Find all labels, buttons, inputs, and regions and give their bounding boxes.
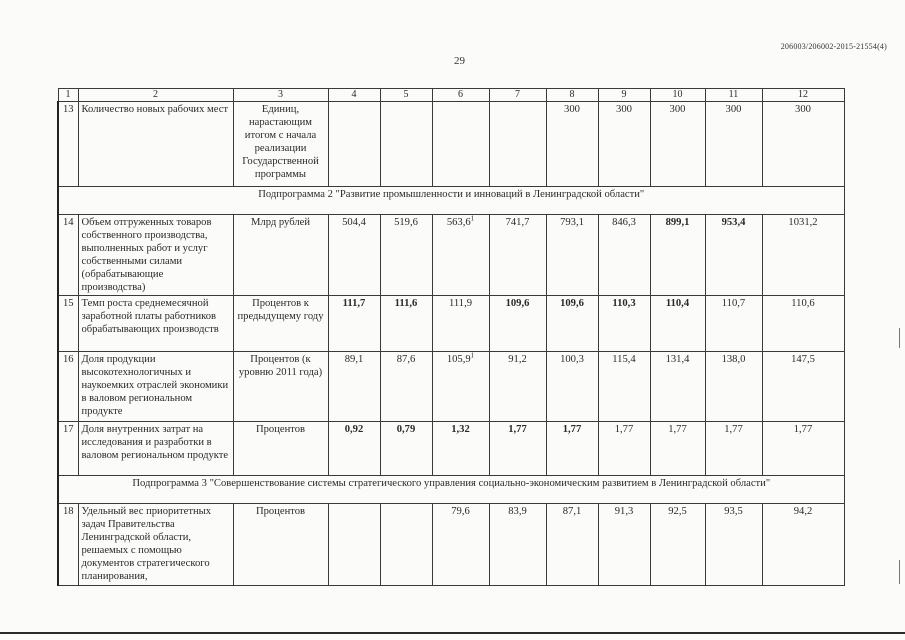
indicators-table (57, 88, 845, 586)
value: 300 (669, 104, 686, 115)
row-number: 17 (58, 422, 78, 476)
indicator-unit: Млрд рублей (233, 215, 328, 296)
value-cell (650, 352, 705, 422)
value-cell (432, 422, 489, 476)
header-col-12: 12 (762, 89, 844, 102)
value: 92,5 (668, 506, 687, 517)
value: 131,4 (665, 354, 690, 365)
value: 1,77 (724, 424, 743, 435)
value-cell (705, 215, 762, 296)
value: 0,92 (344, 424, 364, 435)
value: 519,6 (394, 217, 418, 228)
value-cell (380, 504, 432, 586)
value-cell (328, 352, 380, 422)
header-col-3: 3 (233, 89, 328, 102)
value: 111,6 (394, 298, 418, 309)
header-row (58, 89, 844, 102)
value-cell (762, 296, 844, 352)
value-cell (762, 102, 844, 187)
value: 1,32 (451, 424, 470, 435)
indicator-name: Удельный вес приоритетных задач Правительства Ленинградской области, решаемых с помощью документов стратегического планирования, (78, 504, 233, 586)
footnote-mark: 1 (470, 351, 475, 360)
value: 100,3 (560, 354, 584, 365)
scan-bottom-edge (0, 632, 905, 634)
value: 1031,2 (788, 217, 818, 228)
scan-margin-mark (899, 560, 900, 584)
value-cell (489, 504, 546, 586)
table-row (58, 215, 844, 296)
value: 899,1 (665, 217, 690, 228)
value: 793,1 (560, 217, 584, 228)
indicator-name: Темп роста среднемесячной заработной платы работников обрабатывающих производств (78, 296, 233, 352)
value-cell (598, 215, 650, 296)
subprogram-row (58, 476, 844, 504)
value: 87,1 (562, 506, 582, 517)
value-cell (380, 215, 432, 296)
header-col-11: 11 (705, 89, 762, 102)
indicator-name: Доля внутренних затрат на исследования и разработки в валовом региональном продукте (78, 422, 233, 476)
value-cell (762, 504, 844, 586)
value-cell (705, 296, 762, 352)
value: 110,3 (612, 298, 636, 309)
value: 0,79 (396, 424, 416, 435)
value-cell (546, 422, 598, 476)
row-number: 18 (58, 504, 78, 586)
row-number: 14 (58, 215, 78, 296)
value: 300 (725, 104, 742, 115)
value-cell (328, 422, 380, 476)
value: 91,3 (614, 506, 634, 517)
value-cell (705, 102, 762, 187)
value-cell (328, 102, 380, 187)
value-cell (598, 422, 650, 476)
value: 110,4 (665, 298, 690, 309)
value-cell (598, 102, 650, 187)
indicator-name: Количество новых рабочих мест (78, 102, 233, 187)
value: 89,1 (344, 354, 364, 365)
value-cell (380, 422, 432, 476)
value: 111,9 (448, 298, 473, 309)
value-cell (489, 296, 546, 352)
table-row (58, 296, 844, 352)
value-cell (650, 504, 705, 586)
value-cell (380, 296, 432, 352)
value: 1,77 (562, 424, 582, 435)
indicator-unit: Процентов к предыдущему году (233, 296, 328, 352)
value: 300 (564, 104, 580, 115)
value: 109,6 (560, 298, 584, 309)
footnote-mark: 1 (470, 214, 475, 223)
value: 846,3 (612, 217, 636, 228)
value-cell (546, 102, 598, 187)
value-cell (598, 504, 650, 586)
header-col-4: 4 (328, 89, 380, 102)
value: 105,9 (446, 354, 471, 365)
value-cell (650, 296, 705, 352)
value-cell (546, 215, 598, 296)
value: 1,77 (614, 424, 634, 435)
document-code: 206003/206002-2015-21554(4) (780, 42, 887, 51)
indicator-name: Объем отгруженных товаров собственного производства, выполненных работ и услуг собственными силами (обрабатывающие производства) (78, 215, 233, 296)
indicator-unit: Процентов (233, 504, 328, 586)
header-col-7: 7 (489, 89, 546, 102)
subprogram-2-title: Подпрограмма 2 "Развитие промышленности и инноваций в Ленинградской области" (58, 187, 844, 215)
value: 111,7 (342, 298, 366, 309)
value-cell (380, 102, 432, 187)
page-number: 29 (454, 55, 465, 67)
value-cell (598, 296, 650, 352)
table-row (58, 422, 844, 476)
value-cell (489, 422, 546, 476)
value-cell (705, 504, 762, 586)
value-cell (705, 352, 762, 422)
value-cell (432, 504, 489, 586)
value: 110,6 (791, 298, 815, 309)
header-col-9: 9 (598, 89, 650, 102)
value-cell (598, 352, 650, 422)
value-cell (432, 296, 489, 352)
row-number: 13 (58, 102, 78, 187)
indicator-unit: Процентов (233, 422, 328, 476)
value-cell (432, 215, 489, 296)
value-cell (546, 504, 598, 586)
subprogram-3-title: Подпрограмма 3 "Совершенствование системы стратегического управления социально-экономическим развитием в Ленинградской области" (58, 476, 844, 504)
value-cell (489, 352, 546, 422)
value-cell (432, 102, 489, 187)
value: 109,6 (505, 298, 530, 309)
table-row (58, 352, 844, 422)
value: 1,77 (508, 424, 527, 435)
row-number: 15 (58, 296, 78, 352)
value-cell (489, 102, 546, 187)
value: 115,4 (612, 354, 636, 365)
value: 87,6 (396, 354, 416, 365)
indicator-unit: Процентов (к уровню 2011 года) (233, 352, 328, 422)
value: 504,4 (342, 217, 366, 228)
value-cell (650, 422, 705, 476)
indicator-name: Доля продукции высокотехнологичных и наукоемких отраслей экономики в валовом региональном продукте (78, 352, 233, 422)
scan-margin-mark (899, 328, 900, 348)
value-cell (489, 215, 546, 296)
header-col-8: 8 (546, 89, 598, 102)
value-cell (762, 352, 844, 422)
value-cell (328, 504, 380, 586)
value: 741,7 (505, 217, 530, 228)
value-cell (432, 352, 489, 422)
value-cell (762, 422, 844, 476)
header-col-2: 2 (78, 89, 233, 102)
value: 1,77 (668, 424, 687, 435)
value: 79,6 (451, 506, 470, 517)
value: 1,77 (793, 424, 813, 435)
header-col-6: 6 (432, 89, 489, 102)
value-cell (650, 102, 705, 187)
value: 93,5 (724, 506, 743, 517)
value-cell (546, 352, 598, 422)
header-col-1: 1 (58, 89, 78, 102)
indicator-unit: Единиц, нарастающим итогом с начала реализации Государственной программы (233, 102, 328, 187)
header-col-5: 5 (380, 89, 432, 102)
header-col-10: 10 (650, 89, 705, 102)
value-cell (762, 215, 844, 296)
value: 300 (616, 104, 632, 115)
value-cell (546, 296, 598, 352)
row-number: 16 (58, 352, 78, 422)
table-row (58, 504, 844, 586)
table-row (58, 102, 844, 187)
subprogram-row (58, 187, 844, 215)
value-cell (328, 296, 380, 352)
value: 83,9 (508, 506, 527, 517)
value: 110,7 (721, 298, 746, 309)
value-cell (705, 422, 762, 476)
value: 563,6 (446, 217, 471, 228)
value: 91,2 (508, 354, 527, 365)
value: 953,4 (721, 217, 746, 228)
value-cell (328, 215, 380, 296)
value-cell (380, 352, 432, 422)
value: 147,5 (791, 354, 815, 365)
value: 138,0 (721, 354, 746, 365)
value-cell (650, 215, 705, 296)
value: 300 (795, 104, 811, 115)
value: 94,2 (793, 506, 813, 517)
